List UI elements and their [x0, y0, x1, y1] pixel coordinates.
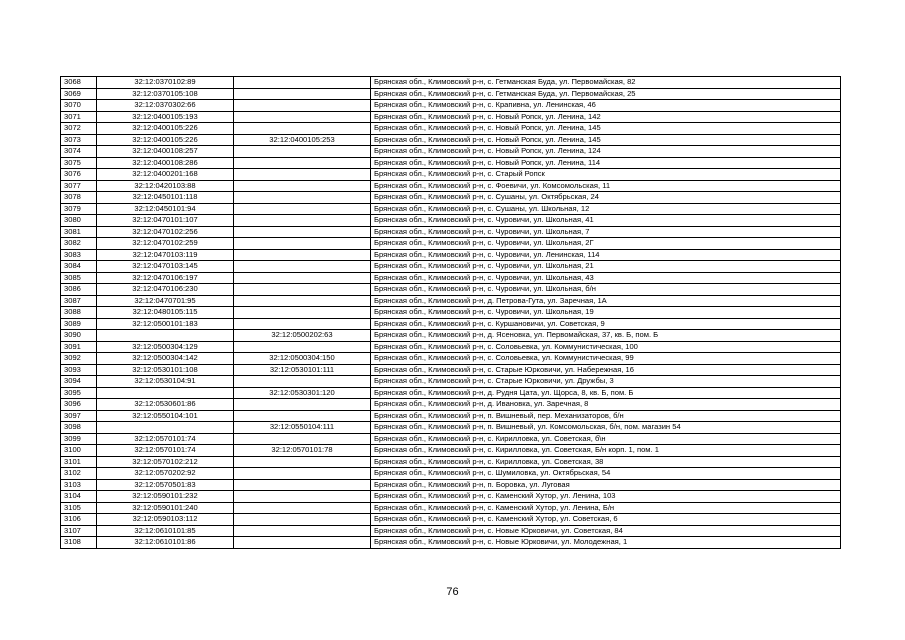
- row-number-cell: 3085: [61, 272, 97, 284]
- address-cell: Брянская обл., Климовский р-н, с. Новый Ропск, ул. Ленина, 145: [371, 134, 841, 146]
- sub-cadastral-number-cell: [234, 238, 371, 250]
- cadastral-number-cell: [97, 387, 234, 399]
- table-row: [61, 215, 841, 227]
- cadastral-number-cell: 32:12:0470103:119: [97, 249, 234, 261]
- row-number-cell: 3078: [61, 192, 97, 204]
- row-number-cell: 3105: [61, 502, 97, 514]
- sub-cadastral-number-cell: [234, 410, 371, 422]
- sub-cadastral-number-cell: [234, 215, 371, 227]
- sub-cadastral-number-cell: [234, 399, 371, 411]
- table-row: [61, 169, 841, 181]
- row-number-cell: 3101: [61, 456, 97, 468]
- address-cell: Брянская обл., Климовский р-н, п. Вишневый, ул. Комсомольская, б/н, пом. магазин 54: [371, 422, 841, 434]
- row-number-cell: 3072: [61, 123, 97, 135]
- sub-cadastral-number-cell: 32:12:0530301:120: [234, 387, 371, 399]
- cadastral-number-cell: 32:12:0370102:89: [97, 77, 234, 89]
- row-number-cell: 3073: [61, 134, 97, 146]
- cadastral-number-cell: [97, 422, 234, 434]
- sub-cadastral-number-cell: [234, 502, 371, 514]
- cadastral-number-cell: [97, 330, 234, 342]
- cadastral-number-cell: 32:12:0470701:95: [97, 295, 234, 307]
- table-row: [61, 238, 841, 250]
- address-cell: Брянская обл., Климовский р-н, с. Чуровичи, ул. Школьная, 21: [371, 261, 841, 273]
- table-row: [61, 433, 841, 445]
- sub-cadastral-number-cell: [234, 203, 371, 215]
- table-row: [61, 410, 841, 422]
- row-number-cell: 3092: [61, 353, 97, 365]
- row-number-cell: 3086: [61, 284, 97, 296]
- address-cell: Брянская обл., Климовский р-н, с. Соловьевка, ул. Коммунистическая, 100: [371, 341, 841, 353]
- address-cell: Брянская обл., Климовский р-н, с. Крапивна, ул. Ленинская, 46: [371, 100, 841, 112]
- table-row: [61, 318, 841, 330]
- table-row: [61, 468, 841, 480]
- table-row: [61, 261, 841, 273]
- table-row: [61, 491, 841, 503]
- table-row: [61, 445, 841, 457]
- registry-table: [60, 76, 841, 549]
- address-cell: Брянская обл., Климовский р-н, с. Гетманская Буда, ул. Первомайская, 25: [371, 88, 841, 100]
- sub-cadastral-number-cell: [234, 261, 371, 273]
- sub-cadastral-number-cell: [234, 514, 371, 526]
- address-cell: Брянская обл., Климовский р-н, с. Новый Ропск, ул. Ленина, 145: [371, 123, 841, 135]
- cadastral-number-cell: 32:12:0500101:183: [97, 318, 234, 330]
- cadastral-number-cell: 32:12:0400105:226: [97, 134, 234, 146]
- cadastral-number-cell: 32:12:0610101:85: [97, 525, 234, 537]
- sub-cadastral-number-cell: [234, 525, 371, 537]
- address-cell: Брянская обл., Климовский р-н, с. Кирилловка, ул. Советская, 38: [371, 456, 841, 468]
- row-number-cell: 3071: [61, 111, 97, 123]
- address-cell: Брянская обл., Климовский р-н, с. Шумиловка, ул. Октябрьская, 54: [371, 468, 841, 480]
- address-cell: Брянская обл., Климовский р-н, с. Чуровичи, ул. Школьная, 19: [371, 307, 841, 319]
- cadastral-number-cell: 32:12:0570101:74: [97, 433, 234, 445]
- address-cell: Брянская обл., Климовский р-н, с. Чуровичи, ул. Школьная, б/н: [371, 284, 841, 296]
- cadastral-number-cell: 32:12:0570202:92: [97, 468, 234, 480]
- address-cell: Брянская обл., Климовский р-н, с. Старый Ропск: [371, 169, 841, 181]
- row-number-cell: 3074: [61, 146, 97, 158]
- row-number-cell: 3088: [61, 307, 97, 319]
- table-row: [61, 146, 841, 158]
- table-row: [61, 123, 841, 135]
- address-cell: Брянская обл., Климовский р-н, с. Чуровичи, ул. Школьная, 7: [371, 226, 841, 238]
- sub-cadastral-number-cell: 32:12:0570101:78: [234, 445, 371, 457]
- sub-cadastral-number-cell: [234, 272, 371, 284]
- row-number-cell: 3090: [61, 330, 97, 342]
- table-row: [61, 514, 841, 526]
- cadastral-number-cell: 32:12:0400108:257: [97, 146, 234, 158]
- cadastral-number-cell: 32:12:0450101:118: [97, 192, 234, 204]
- row-number-cell: 3108: [61, 537, 97, 549]
- sub-cadastral-number-cell: 32:12:0400105:253: [234, 134, 371, 146]
- cadastral-number-cell: 32:12:0570501:83: [97, 479, 234, 491]
- cadastral-number-cell: 32:12:0530601:86: [97, 399, 234, 411]
- row-number-cell: 3102: [61, 468, 97, 480]
- address-cell: Брянская обл., Климовский р-н, с. Соловьевка, ул. Коммунистическая, 99: [371, 353, 841, 365]
- address-cell: Брянская обл., Климовский р-н, с. Чуровичи, ул. Школьная, 43: [371, 272, 841, 284]
- table-row: [61, 88, 841, 100]
- sub-cadastral-number-cell: [234, 318, 371, 330]
- table-row: [61, 353, 841, 365]
- table-row: [61, 307, 841, 319]
- row-number-cell: 3081: [61, 226, 97, 238]
- sub-cadastral-number-cell: [234, 468, 371, 480]
- address-cell: Брянская обл., Климовский р-н, с. Кирилловка, ул. Советская, б\н: [371, 433, 841, 445]
- table-row: [61, 422, 841, 434]
- table-row: [61, 192, 841, 204]
- sub-cadastral-number-cell: [234, 376, 371, 388]
- address-cell: Брянская обл., Климовский р-н, д. Ясеновка, ул. Первомайская, 37, кв. Б, пом. Б: [371, 330, 841, 342]
- table-row: [61, 249, 841, 261]
- table-row: [61, 180, 841, 192]
- row-number-cell: 3070: [61, 100, 97, 112]
- row-number-cell: 3097: [61, 410, 97, 422]
- table-row: [61, 399, 841, 411]
- row-number-cell: 3096: [61, 399, 97, 411]
- row-number-cell: 3106: [61, 514, 97, 526]
- table-row: [61, 157, 841, 169]
- cadastral-number-cell: 32:12:0590101:240: [97, 502, 234, 514]
- sub-cadastral-number-cell: [234, 123, 371, 135]
- row-number-cell: 3068: [61, 77, 97, 89]
- table-row: [61, 479, 841, 491]
- row-number-cell: 3075: [61, 157, 97, 169]
- row-number-cell: 3082: [61, 238, 97, 250]
- address-cell: Брянская обл., Климовский р-н, с. Сушаны, ул. Школьная, 12: [371, 203, 841, 215]
- sub-cadastral-number-cell: [234, 284, 371, 296]
- cadastral-number-cell: 32:12:0400105:193: [97, 111, 234, 123]
- address-cell: Брянская обл., Климовский р-н, с. Новый Ропск, ул. Ленина, 142: [371, 111, 841, 123]
- address-cell: Брянская обл., Климовский р-н, д. Рудня Цата, ул. Щорса, 8, кв. Б, пом. Б: [371, 387, 841, 399]
- cadastral-number-cell: 32:12:0400201:168: [97, 169, 234, 181]
- sub-cadastral-number-cell: 32:12:0500202:63: [234, 330, 371, 342]
- cadastral-number-cell: 32:12:0370302:66: [97, 100, 234, 112]
- address-cell: Брянская обл., Климовский р-н, с. Чуровичи, ул. Школьная, 2Г: [371, 238, 841, 250]
- cadastral-number-cell: 32:12:0420103:88: [97, 180, 234, 192]
- row-number-cell: 3094: [61, 376, 97, 388]
- page-number: 76: [446, 586, 459, 598]
- sub-cadastral-number-cell: [234, 157, 371, 169]
- sub-cadastral-number-cell: [234, 192, 371, 204]
- table-row: [61, 456, 841, 468]
- row-number-cell: 3104: [61, 491, 97, 503]
- cadastral-number-cell: 32:12:0570102:212: [97, 456, 234, 468]
- address-cell: Брянская обл., Климовский р-н, с. Новые Юрковичи, ул. Советская, 84: [371, 525, 841, 537]
- registry-table-body: [61, 77, 841, 549]
- table-row: [61, 537, 841, 549]
- table-row: [61, 77, 841, 89]
- table-row: [61, 203, 841, 215]
- cadastral-number-cell: 32:12:0530101:108: [97, 364, 234, 376]
- cadastral-number-cell: 32:12:0500304:142: [97, 353, 234, 365]
- address-cell: Брянская обл., Климовский р-н, с. Гетманская Буда, ул. Первомайская, 82: [371, 77, 841, 89]
- row-number-cell: 3069: [61, 88, 97, 100]
- cadastral-number-cell: 32:12:0470103:145: [97, 261, 234, 273]
- sub-cadastral-number-cell: [234, 77, 371, 89]
- address-cell: Брянская обл., Климовский р-н, с. Чуровичи, ул. Школьная, 41: [371, 215, 841, 227]
- table-row: [61, 272, 841, 284]
- cadastral-number-cell: 32:12:0470101:107: [97, 215, 234, 227]
- table-row: [61, 330, 841, 342]
- table-row: [61, 284, 841, 296]
- address-cell: Брянская обл., Климовский р-н, с. Куршановичи, ул. Советская, 9: [371, 318, 841, 330]
- sub-cadastral-number-cell: 32:12:0550104:111: [234, 422, 371, 434]
- address-cell: Брянская обл., Климовский р-н, д. Ивановка, ул. Заречная, 8: [371, 399, 841, 411]
- sub-cadastral-number-cell: [234, 537, 371, 549]
- row-number-cell: 3084: [61, 261, 97, 273]
- cadastral-number-cell: 32:12:0590101:232: [97, 491, 234, 503]
- address-cell: Брянская обл., Климовский р-н, с. Старые Юрковичи, ул. Дружбы, 3: [371, 376, 841, 388]
- sub-cadastral-number-cell: [234, 180, 371, 192]
- cadastral-number-cell: 32:12:0610101:86: [97, 537, 234, 549]
- row-number-cell: 3089: [61, 318, 97, 330]
- sub-cadastral-number-cell: [234, 100, 371, 112]
- sub-cadastral-number-cell: [234, 491, 371, 503]
- cadastral-number-cell: 32:12:0590103:112: [97, 514, 234, 526]
- sub-cadastral-number-cell: [234, 226, 371, 238]
- sub-cadastral-number-cell: [234, 479, 371, 491]
- row-number-cell: 3093: [61, 364, 97, 376]
- address-cell: Брянская обл., Климовский р-н, с. Старые Юрковичи, ул. Набережная, 16: [371, 364, 841, 376]
- address-cell: Брянская обл., Климовский р-н, с. Каменский Хутор, ул. Ленина, 103: [371, 491, 841, 503]
- row-number-cell: 3091: [61, 341, 97, 353]
- sub-cadastral-number-cell: [234, 341, 371, 353]
- row-number-cell: 3107: [61, 525, 97, 537]
- table-row: [61, 502, 841, 514]
- address-cell: Брянская обл., Климовский р-н, д. Петрова-Гута, ул. Заречная, 1А: [371, 295, 841, 307]
- table-row: [61, 341, 841, 353]
- sub-cadastral-number-cell: [234, 169, 371, 181]
- address-cell: Брянская обл., Климовский р-н, с. Новый Ропск, ул. Ленина, 124: [371, 146, 841, 158]
- table-row: [61, 364, 841, 376]
- table-row: [61, 100, 841, 112]
- address-cell: Брянская обл., Климовский р-н, с. Новые Юрковичи, ул. Молодежная, 1: [371, 537, 841, 549]
- table-row: [61, 376, 841, 388]
- sub-cadastral-number-cell: [234, 111, 371, 123]
- table-row: [61, 226, 841, 238]
- table-row: [61, 295, 841, 307]
- cadastral-number-cell: 32:12:0400105:226: [97, 123, 234, 135]
- row-number-cell: 3100: [61, 445, 97, 457]
- address-cell: Брянская обл., Климовский р-н, с. Новый Ропск, ул. Ленина, 114: [371, 157, 841, 169]
- row-number-cell: 3099: [61, 433, 97, 445]
- row-number-cell: 3103: [61, 479, 97, 491]
- cadastral-number-cell: 32:12:0450101:94: [97, 203, 234, 215]
- sub-cadastral-number-cell: 32:12:0500304:150: [234, 353, 371, 365]
- cadastral-number-cell: 32:12:0570101:74: [97, 445, 234, 457]
- row-number-cell: 3083: [61, 249, 97, 261]
- sub-cadastral-number-cell: [234, 249, 371, 261]
- address-cell: Брянская обл., Климовский р-н, с. Каменский Хутор, ул. Ленина, Б/н: [371, 502, 841, 514]
- table-row: [61, 387, 841, 399]
- sub-cadastral-number-cell: [234, 88, 371, 100]
- sub-cadastral-number-cell: [234, 433, 371, 445]
- row-number-cell: 3079: [61, 203, 97, 215]
- address-cell: Брянская обл., Климовский р-н, с. Сушаны, ул. Октябрьская, 24: [371, 192, 841, 204]
- table-row: [61, 525, 841, 537]
- cadastral-number-cell: 32:12:0480105:115: [97, 307, 234, 319]
- address-cell: Брянская обл., Климовский р-н, п. Боровка, ул. Луговая: [371, 479, 841, 491]
- cadastral-number-cell: 32:12:0470106:197: [97, 272, 234, 284]
- cadastral-number-cell: 32:12:0550104:101: [97, 410, 234, 422]
- address-cell: Брянская обл., Климовский р-н, с. Каменский Хутор, ул. Советская, 6: [371, 514, 841, 526]
- row-number-cell: 3095: [61, 387, 97, 399]
- cadastral-number-cell: 32:12:0530104:91: [97, 376, 234, 388]
- cadastral-number-cell: 32:12:0470102:256: [97, 226, 234, 238]
- row-number-cell: 3087: [61, 295, 97, 307]
- row-number-cell: 3098: [61, 422, 97, 434]
- address-cell: Брянская обл., Климовский р-н, п. Вишневый, пер. Механизаторов, б/н: [371, 410, 841, 422]
- cadastral-number-cell: 32:12:0470102:259: [97, 238, 234, 250]
- sub-cadastral-number-cell: [234, 295, 371, 307]
- cadastral-number-cell: 32:12:0500304:129: [97, 341, 234, 353]
- table-row: [61, 134, 841, 146]
- cadastral-number-cell: 32:12:0370105:108: [97, 88, 234, 100]
- sub-cadastral-number-cell: [234, 307, 371, 319]
- sub-cadastral-number-cell: 32:12:0530101:111: [234, 364, 371, 376]
- address-cell: Брянская обл., Климовский р-н, с. Чуровичи, ул. Ленинская, 114: [371, 249, 841, 261]
- address-cell: Брянская обл., Климовский р-н, с. Фоевичи, ул. Комсомольская, 11: [371, 180, 841, 192]
- sub-cadastral-number-cell: [234, 146, 371, 158]
- row-number-cell: 3077: [61, 180, 97, 192]
- address-cell: Брянская обл., Климовский р-н, с. Кирилловка, ул. Советская, Б/н корп. 1, пом. 1: [371, 445, 841, 457]
- table-row: [61, 111, 841, 123]
- row-number-cell: 3080: [61, 215, 97, 227]
- sub-cadastral-number-cell: [234, 456, 371, 468]
- row-number-cell: 3076: [61, 169, 97, 181]
- cadastral-number-cell: 32:12:0470106:230: [97, 284, 234, 296]
- cadastral-number-cell: 32:12:0400108:286: [97, 157, 234, 169]
